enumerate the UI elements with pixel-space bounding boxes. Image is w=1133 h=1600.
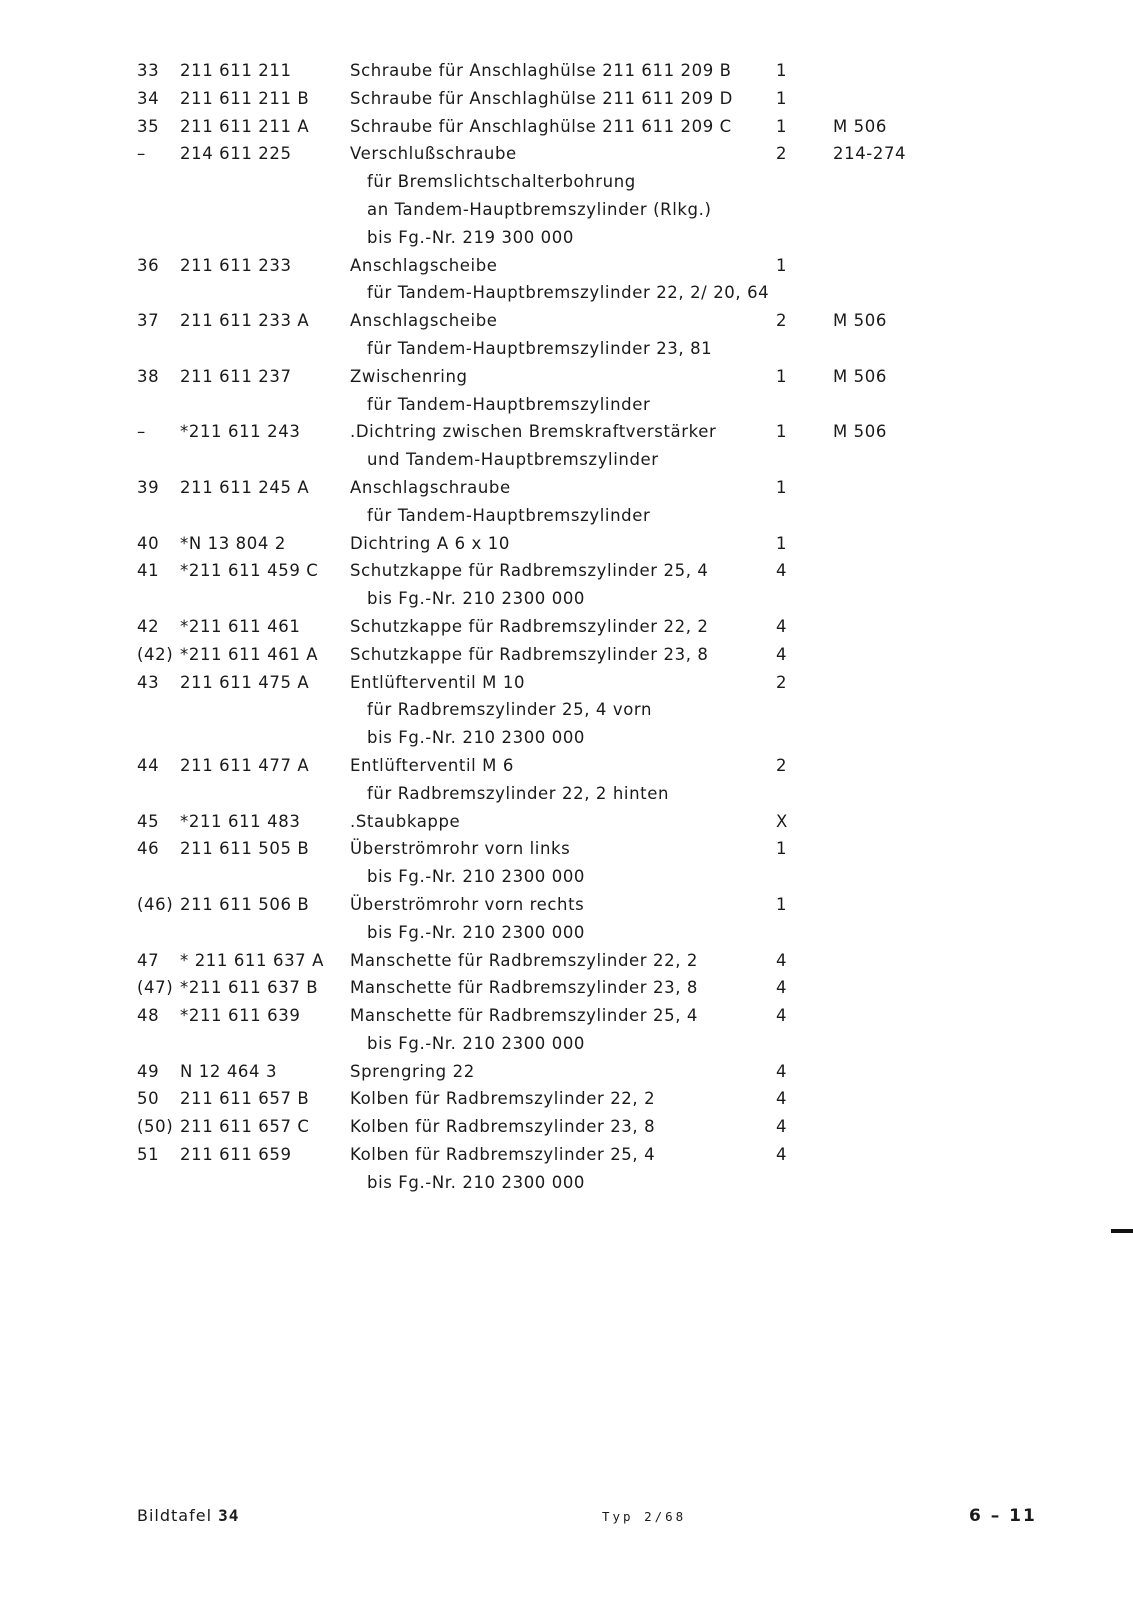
part-row [0, 531, 1133, 559]
continuation-row [0, 225, 1133, 253]
part-description: Manschette für Radbremszylinder 25, 4 [350, 1006, 699, 1026]
part-description: für Radbremszylinder 25, 4 vorn [367, 700, 653, 720]
part-description: und Tandem-Hauptbremszylinder [367, 450, 659, 470]
quantity: 1 [776, 533, 788, 553]
part-description: .Dichtring zwischen Bremskraftverstärker [350, 422, 717, 442]
part-description: Entlüfterventil M 6 [350, 755, 514, 775]
position-number: 47 [137, 950, 160, 970]
part-row [0, 141, 1133, 169]
part-number: 211 611 657 B [180, 1089, 310, 1109]
part-description: Kolben für Radbremszylinder 25, 4 [350, 1145, 656, 1165]
part-description: Dichtring A 6 x 10 [350, 533, 510, 553]
part-number: *211 611 461 A [180, 644, 319, 664]
part-description: Schraube für Anschlaghülse 211 611 209 C [350, 116, 732, 136]
part-description: Schutzkappe für Radbremszylinder 22, 2 [350, 616, 709, 636]
part-description: für Tandem-Hauptbremszylinder [367, 505, 651, 525]
part-row [0, 364, 1133, 392]
part-row [0, 114, 1133, 142]
continuation-row [0, 503, 1133, 531]
part-description: Schutzkappe für Radbremszylinder 25, 4 [350, 561, 709, 581]
position-number: 34 [137, 88, 160, 108]
part-description: Anschlagscheibe [350, 311, 498, 331]
quantity: X [776, 811, 788, 831]
part-number: 211 611 506 B [180, 894, 310, 914]
part-description: Schraube für Anschlaghülse 211 611 209 D [350, 88, 733, 108]
part-number: *211 611 637 B [180, 978, 319, 998]
part-description: bis Fg.-Nr. 219 300 000 [367, 227, 574, 247]
part-description: Entlüfterventil M 10 [350, 672, 526, 692]
part-description: Anschlagschraube [350, 477, 511, 497]
part-description: für Bremslichtschalterbohrung [367, 172, 636, 192]
position-number: (42) [137, 644, 174, 664]
continuation-row [0, 447, 1133, 475]
part-number: *211 611 461 [180, 616, 301, 636]
part-row [0, 1059, 1133, 1087]
part-number: * 211 611 637 A [180, 950, 324, 970]
part-description: Schraube für Anschlaghülse 211 611 209 B [350, 61, 732, 80]
part-row [0, 58, 1133, 86]
quantity: 1 [776, 116, 788, 136]
part-number: 211 611 211 A [180, 116, 310, 136]
part-row [0, 948, 1133, 976]
part-number: *211 611 459 C [180, 561, 319, 581]
part-row [0, 419, 1133, 447]
part-row [0, 1114, 1133, 1142]
quantity: 1 [776, 422, 788, 442]
part-number: 211 611 237 [180, 366, 292, 386]
part-row [0, 892, 1133, 920]
part-number: N 12 464 3 [180, 1061, 278, 1081]
position-number: – [137, 144, 146, 164]
position-number: (50) [137, 1117, 174, 1137]
part-row [0, 1142, 1133, 1170]
plate-reference [137, 1506, 239, 1525]
position-number: (46) [137, 894, 174, 914]
position-number: – [137, 422, 146, 442]
continuation-row [0, 392, 1133, 420]
part-description: für Tandem-Hauptbremszylinder [367, 394, 651, 414]
position-number: 40 [137, 533, 160, 553]
continuation-row [0, 725, 1133, 753]
quantity: 4 [776, 1117, 788, 1137]
quantity: 4 [776, 561, 788, 581]
quantity: 2 [776, 144, 788, 164]
quantity: 2 [776, 311, 788, 331]
remark: M 506 [833, 366, 887, 386]
margin-mark [1111, 1229, 1133, 1233]
part-number: *N 13 804 2 [180, 533, 286, 553]
quantity: 1 [776, 839, 788, 859]
quantity: 1 [776, 88, 788, 108]
continuation-row [0, 920, 1133, 948]
part-description: für Tandem-Hauptbremszylinder 22, 2/ 20, 64 [367, 283, 770, 303]
part-description: Überströmrohr vorn links [350, 839, 571, 859]
remark: M 506 [833, 422, 887, 442]
part-description: Kolben für Radbremszylinder 22, 2 [350, 1089, 656, 1109]
position-number: 44 [137, 755, 160, 775]
part-number: 211 611 477 A [180, 755, 310, 775]
part-description: bis Fg.-Nr. 210 2300 000 [367, 922, 586, 942]
continuation-row [0, 586, 1133, 614]
continuation-row [0, 697, 1133, 725]
remark: M 506 [833, 116, 887, 136]
part-row [0, 475, 1133, 503]
remark: M 506 [833, 311, 887, 331]
part-row [0, 836, 1133, 864]
position-number: 36 [137, 255, 160, 275]
part-description: Manschette für Radbremszylinder 23, 8 [350, 978, 699, 998]
part-number: 211 611 475 A [180, 672, 310, 692]
page-number: 6 – 11 [969, 1506, 1037, 1526]
position-number: 38 [137, 366, 160, 386]
part-number: 211 611 211 [180, 61, 292, 80]
part-row [0, 308, 1133, 336]
part-description: Kolben für Radbremszylinder 23, 8 [350, 1117, 656, 1137]
part-row [0, 558, 1133, 586]
continuation-row [0, 1031, 1133, 1059]
part-number: 211 611 659 [180, 1145, 292, 1165]
part-number: *211 611 639 [180, 1006, 301, 1026]
position-number: 35 [137, 116, 160, 136]
quantity: 4 [776, 644, 788, 664]
continuation-row [0, 864, 1133, 892]
quantity: 1 [776, 255, 788, 275]
part-description: für Radbremszylinder 22, 2 hinten [367, 783, 670, 803]
position-number: 49 [137, 1061, 160, 1081]
continuation-row [0, 169, 1133, 197]
part-description: Überströmrohr vorn rechts [350, 894, 585, 914]
position-number: 46 [137, 839, 160, 859]
part-number: 211 611 211 B [180, 88, 310, 108]
quantity: 2 [776, 672, 788, 692]
part-description: Manschette für Radbremszylinder 22, 2 [350, 950, 699, 970]
position-number: (47) [137, 978, 174, 998]
part-number: 211 611 657 C [180, 1117, 310, 1137]
part-description: Sprengring 22 [350, 1061, 475, 1081]
position-number: 43 [137, 672, 160, 692]
continuation-row [0, 1170, 1133, 1198]
position-number: 41 [137, 561, 160, 581]
part-row [0, 1086, 1133, 1114]
part-description: bis Fg.-Nr. 210 2300 000 [367, 1172, 586, 1192]
plate-label: Bildtafel [137, 1506, 213, 1525]
part-number: *211 611 243 [180, 422, 301, 442]
position-number: 50 [137, 1089, 160, 1109]
continuation-row [0, 336, 1133, 364]
position-number: 37 [137, 311, 160, 331]
part-row [0, 1003, 1133, 1031]
quantity: 2 [776, 755, 788, 775]
part-description: Anschlagscheibe [350, 255, 498, 275]
part-row [0, 642, 1133, 670]
position-number: 42 [137, 616, 160, 636]
quantity: 4 [776, 978, 788, 998]
part-number: *211 611 483 [180, 811, 301, 831]
plate-number: 34 [218, 1506, 240, 1525]
part-number: 211 611 233 A [180, 311, 310, 331]
quantity: 4 [776, 1006, 788, 1026]
type-reference: Typ 2/68 [602, 1509, 687, 1524]
part-description: bis Fg.-Nr. 210 2300 000 [367, 1033, 586, 1053]
part-description: Zwischenring [350, 366, 468, 386]
part-description: bis Fg.-Nr. 210 2300 000 [367, 728, 586, 748]
part-row [0, 86, 1133, 114]
quantity: 4 [776, 950, 788, 970]
part-row [0, 975, 1133, 1003]
quantity: 4 [776, 1089, 788, 1109]
quantity: 4 [776, 1145, 788, 1165]
part-row [0, 253, 1133, 281]
part-description: bis Fg.-Nr. 210 2300 000 [367, 867, 586, 887]
quantity: 1 [776, 61, 788, 80]
continuation-row [0, 781, 1133, 809]
position-number: 33 [137, 61, 160, 80]
quantity: 4 [776, 616, 788, 636]
quantity: 4 [776, 1061, 788, 1081]
part-number: 211 611 245 A [180, 477, 310, 497]
part-number: 214 611 225 [180, 144, 292, 164]
remark: 214-274 [833, 144, 907, 164]
part-row [0, 809, 1133, 837]
part-row [0, 753, 1133, 781]
part-description: .Staubkappe [350, 811, 461, 831]
part-description: für Tandem-Hauptbremszylinder 23, 81 [367, 338, 713, 358]
continuation-row [0, 197, 1133, 225]
part-number: 211 611 505 B [180, 839, 310, 859]
position-number: 51 [137, 1145, 160, 1165]
quantity: 1 [776, 366, 788, 386]
part-row [0, 670, 1133, 698]
quantity: 1 [776, 477, 788, 497]
parts-list [0, 58, 1133, 1198]
part-description: bis Fg.-Nr. 210 2300 000 [367, 589, 586, 609]
part-description: Verschlußschraube [350, 144, 517, 164]
continuation-row [0, 280, 1133, 308]
position-number: 48 [137, 1006, 160, 1026]
part-row [0, 614, 1133, 642]
part-description: Schutzkappe für Radbremszylinder 23, 8 [350, 644, 709, 664]
position-number: 45 [137, 811, 160, 831]
page-footer [0, 1506, 1133, 1536]
position-number: 39 [137, 477, 160, 497]
quantity: 1 [776, 894, 788, 914]
part-description: an Tandem-Hauptbremszylinder (Rlkg.) [367, 199, 712, 219]
part-number: 211 611 233 [180, 255, 292, 275]
